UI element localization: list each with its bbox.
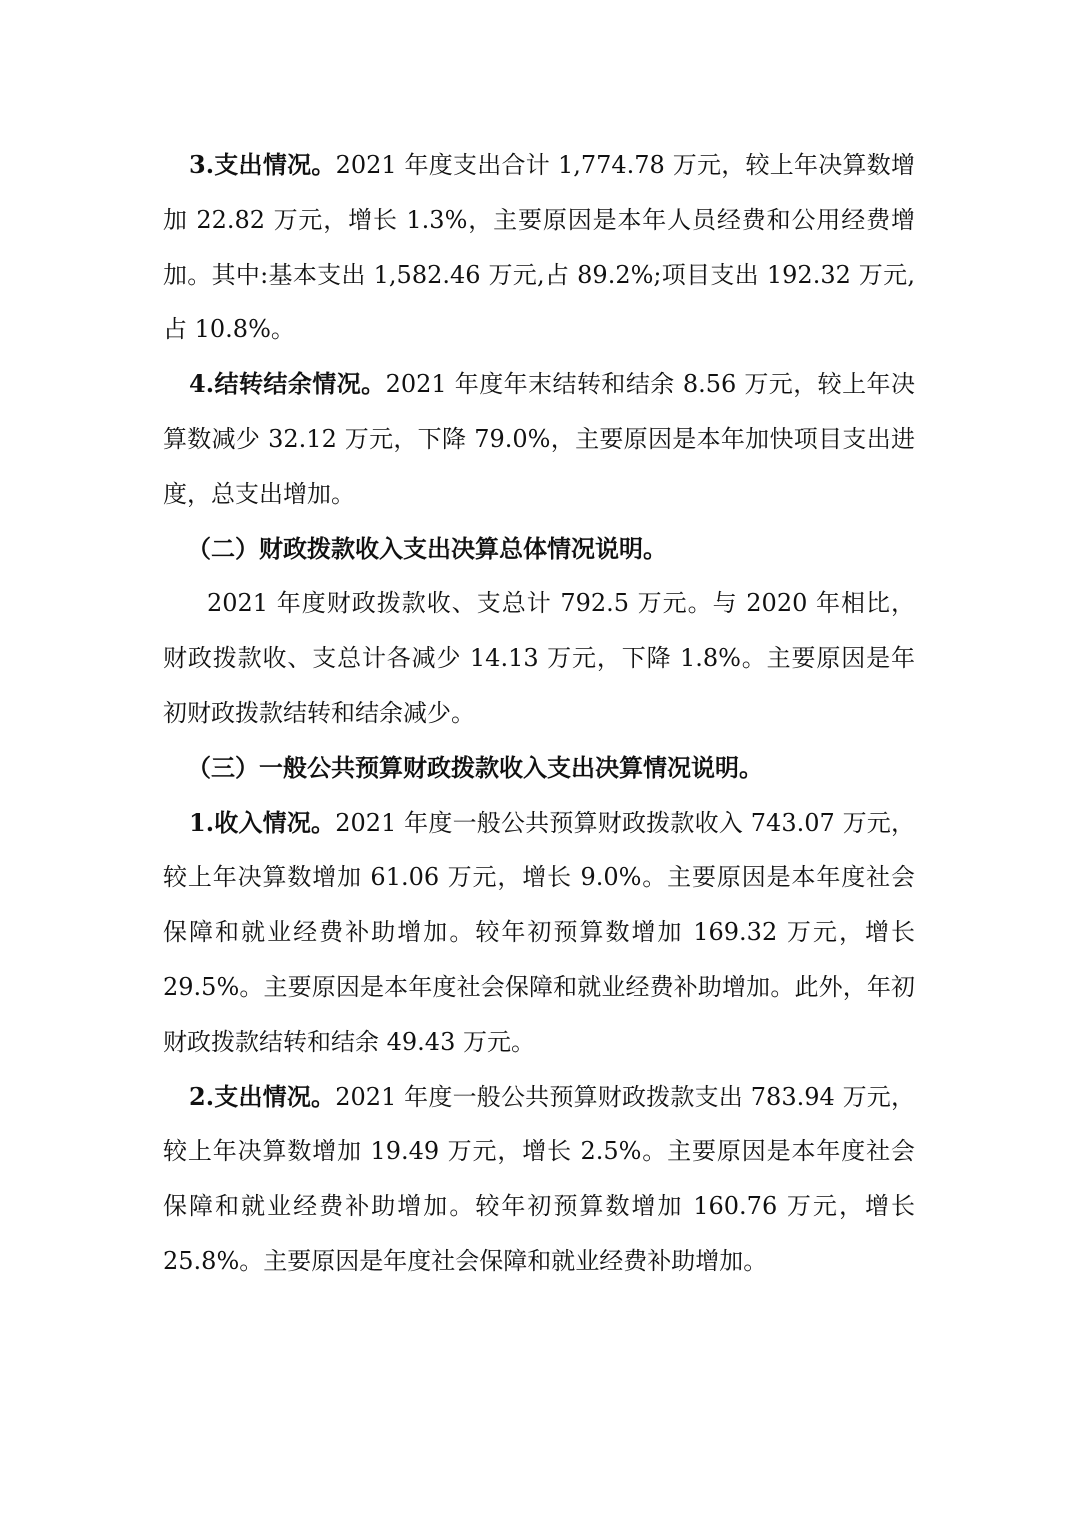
paragraph-carryover-balance bbox=[163, 357, 915, 521]
paragraph-expenditure bbox=[163, 1070, 915, 1289]
section-heading: （三）一般公共预算财政拨款收入支出决算情况说明。 bbox=[187, 752, 763, 782]
paragraph-expenditure-summary bbox=[163, 138, 915, 357]
paragraph-fiscal-appropriation-total: 2021 年度财政拨款收、支总计 792.5 万元。与 2020 年相比，财政拨款收、支总计各减少 14.13 万元，下降 1.8%。主要原因是年初财政拨款结转和结余减少。 bbox=[163, 589, 915, 727]
paragraph-lead: 4.结转结余情况。 bbox=[189, 369, 386, 399]
paragraph-text: 2021 年度一般公共预算财政拨款收入 743.07 万元，较上年决算数增加 61.06 万元，增长 9.0%。主要原因是本年度社会保障和就业经费补助增加。较年初预算数增加 169.32 万元，增长 29.5%。主要原因是本年度社会保障和就业经费补助增加。此外，年初财政拨款结转和结余 49.43 万元。 bbox=[163, 808, 915, 1056]
paragraph-income bbox=[163, 796, 915, 1070]
section-heading: （二）财政拨款收入支出决算总体情况说明。 bbox=[187, 533, 667, 563]
paragraph-text: 2021 年度支出合计 1,774.78 万元，较上年决算数增加 22.82 万元，增长 1.3%，主要原因是本年人员经费和公用经费增加。其中:基本支出 1,582.46 万元,占 89.2%;项目支出 192.32 万元,占 10.8%。 bbox=[163, 151, 915, 344]
paragraph-lead: 3.支出情况。 bbox=[189, 150, 336, 179]
paragraph-lead: 1.收入情况。 bbox=[189, 807, 336, 837]
paragraph-lead: 2.支出情况。 bbox=[189, 1081, 336, 1111]
document-body bbox=[163, 138, 915, 1289]
paragraph-text: 2021 年度年末结转和结余 8.56 万元，较上年决算数减少 32.12 万元，下降 79.0%，主要原因是本年加快项目支出进度，总支出增加。 bbox=[163, 370, 915, 508]
paragraph-text: 2021 年度一般公共预算财政拨款支出 783.94 万元，较上年决算数增加 19.49 万元，增长 2.5%。主要原因是本年度社会保障和就业经费补助增加。较年初预算数增加 160.76 万元，增长 25.8%。主要原因是年度社会保障和就业经费补助增加。 bbox=[163, 1082, 915, 1275]
